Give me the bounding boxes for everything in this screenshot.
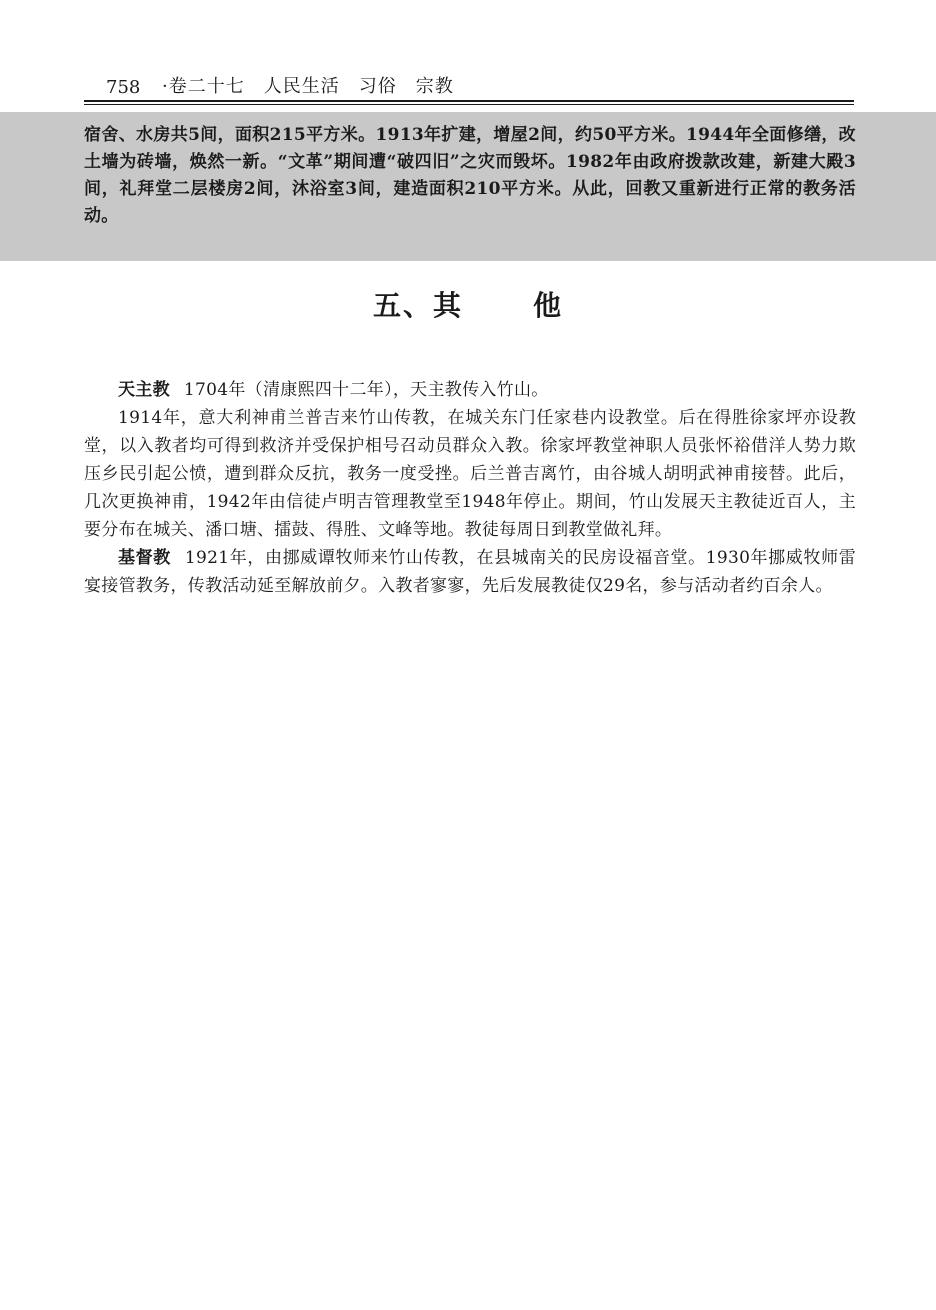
catholic-intro-text: 1704年（清康熙四十二年），天主教传入竹山。 xyxy=(183,380,549,400)
catholic-term: 天主教 xyxy=(118,380,170,400)
running-head: ·卷二十七 人民生活 习俗 宗教 xyxy=(162,76,454,97)
section-title-right: 他 xyxy=(533,289,564,322)
protestant-paragraph xyxy=(84,544,856,600)
section-title-left: 五、其 xyxy=(372,289,463,322)
protestant-term: 基督教 xyxy=(118,548,171,568)
protestant-detail-text: 1921年，由挪威谭牧师来竹山传教，在县城南关的民房设福音堂。1930年挪威牧师雷宴接管教务，传教活动延至解放前夕。入教者寥寥，先后发展教徒仅29名，参与活动者约百余人。 xyxy=(84,548,857,596)
intro-paragraph: 宿舍、水房共5间，面积215平方米。1913年扩建，增屋2间，约50平方米。1944年全面修缮，改土墙为砖墙，焕然一新。“文革”期间遭“破四旧”之灾而毁坏。1982年由政府拨款改建，新建大殿3间，礼拜堂二层楼房2间，沐浴室3间，建造面积210平方米。从此，回教又重新进行正常的教务活动。 xyxy=(84,125,856,226)
section-title xyxy=(0,286,936,326)
page-header xyxy=(84,74,854,100)
header-rule xyxy=(84,100,854,102)
header-rule-thin xyxy=(84,104,854,105)
body-text xyxy=(84,376,856,600)
page-number: 758 xyxy=(106,77,141,98)
catholic-intro-paragraph xyxy=(84,376,856,404)
catholic-detail-paragraph: 1914年，意大利神甫兰普吉来竹山传教，在城关东门任家巷内设教堂。后在得胜徐家坪亦设教堂，以入教者均可得到救济并受保护相号召动员群众入教。徐家坪教堂神职人员张怀裕借洋人势力欺压乡民引起公愤，遭到群众反抗，教务一度受挫。后兰普吉离竹，由谷城人胡明武神甫接替。此后，几次更换神甫，1942年由信徒卢明吉管理教堂至1948年停止。期间，竹山发展天主教徒近百人，主要分布在城关、潘口塘、擂鼓、得胜、文峰等地。教徒每周日到教堂做礼拜。 xyxy=(84,408,856,540)
